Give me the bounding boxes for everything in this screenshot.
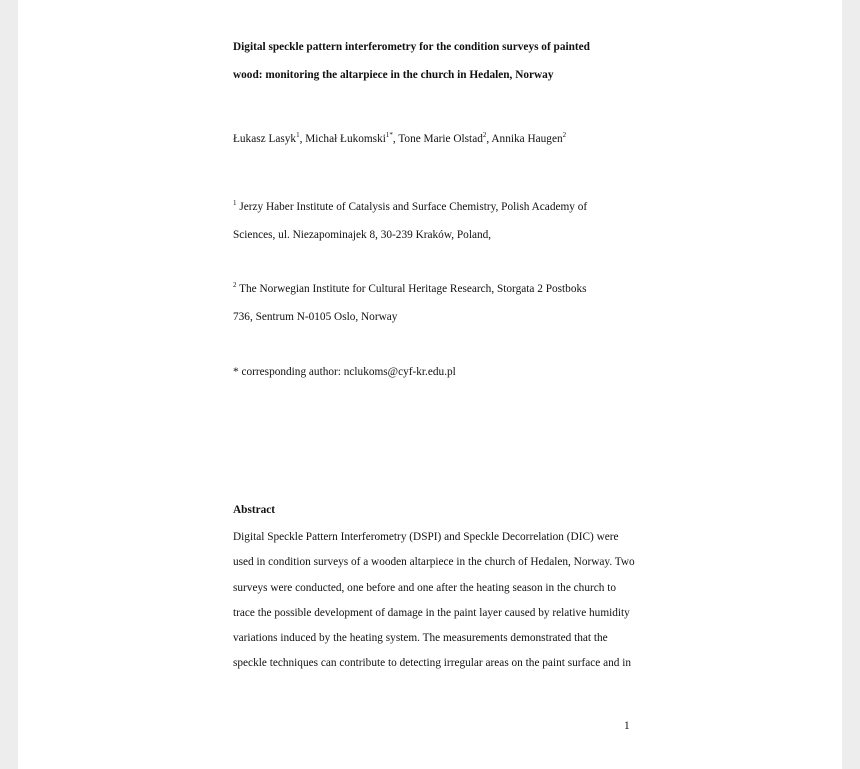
abstract-line: surveys were conducted, one before and one after the heating season in the church to [233,582,617,594]
affiliation-1-line-1: $^1$ Jerzy Haber Institute of Catalysis and Surface Chemistry, Polish Academy of [233,199,588,213]
document-page [18,0,842,769]
author-list: Łukasz Lasyk$^1$, Michał Łukomski$^{1*}$, Tone Marie Olstad$^2$, Annika Haugen$^2$ [233,131,567,145]
abstract-line: variations induced by the heating system. The measurements demonstrated that the [233,632,608,644]
affiliation-2-line-2: 736, Sentrum N-0105 Oslo, Norway [233,311,398,323]
author-name: Tone Marie Olstad [398,133,483,145]
title-line-2: wood: monitoring the altarpiece in the church in Hedalen, Norway [233,69,554,81]
author-name: Łukasz Lasyk [233,133,297,145]
abstract-line: Digital Speckle Pattern Interferometry (DSPI) and Speckle Decorrelation (DIC) were [233,531,619,543]
author-affiliation-mark: 1 [296,131,300,139]
author-affiliation-mark: 2 [482,131,487,139]
affiliation-mark: 1 [233,199,237,207]
affiliation-1-line-2: Sciences, ul. Niezapominajek 8, 30-239 Kraków, Poland, [233,229,492,241]
title-line-1: Digital speckle pattern interferometry for the condition surveys of painted [233,41,590,53]
author-name: Annika Haugen [491,133,563,145]
author-affiliation-mark: 2 [562,131,567,139]
abstract-line: used in condition surveys of a wooden altarpiece in the church of Hedalen, Norway. Two [233,556,635,568]
page-number: 1 [624,720,630,732]
corresponding-author: * corresponding author: nclukoms@cyf-kr.edu.pl [233,366,456,378]
author-name: Michał Łukomski [305,133,386,145]
affiliation-mark: 2 [233,281,237,289]
author-affiliation-mark: 1* [385,131,393,139]
abstract-heading: Abstract [233,504,276,516]
abstract-line: speckle techniques can contribute to detecting irregular areas on the paint surface and in [233,657,632,669]
abstract-line: trace the possible development of damage in the paint layer caused by relative humidity [233,607,630,619]
affiliation-2-line-1: $^2$ The Norwegian Institute for Cultural Heritage Research, Storgata 2 Postboks [233,281,587,295]
